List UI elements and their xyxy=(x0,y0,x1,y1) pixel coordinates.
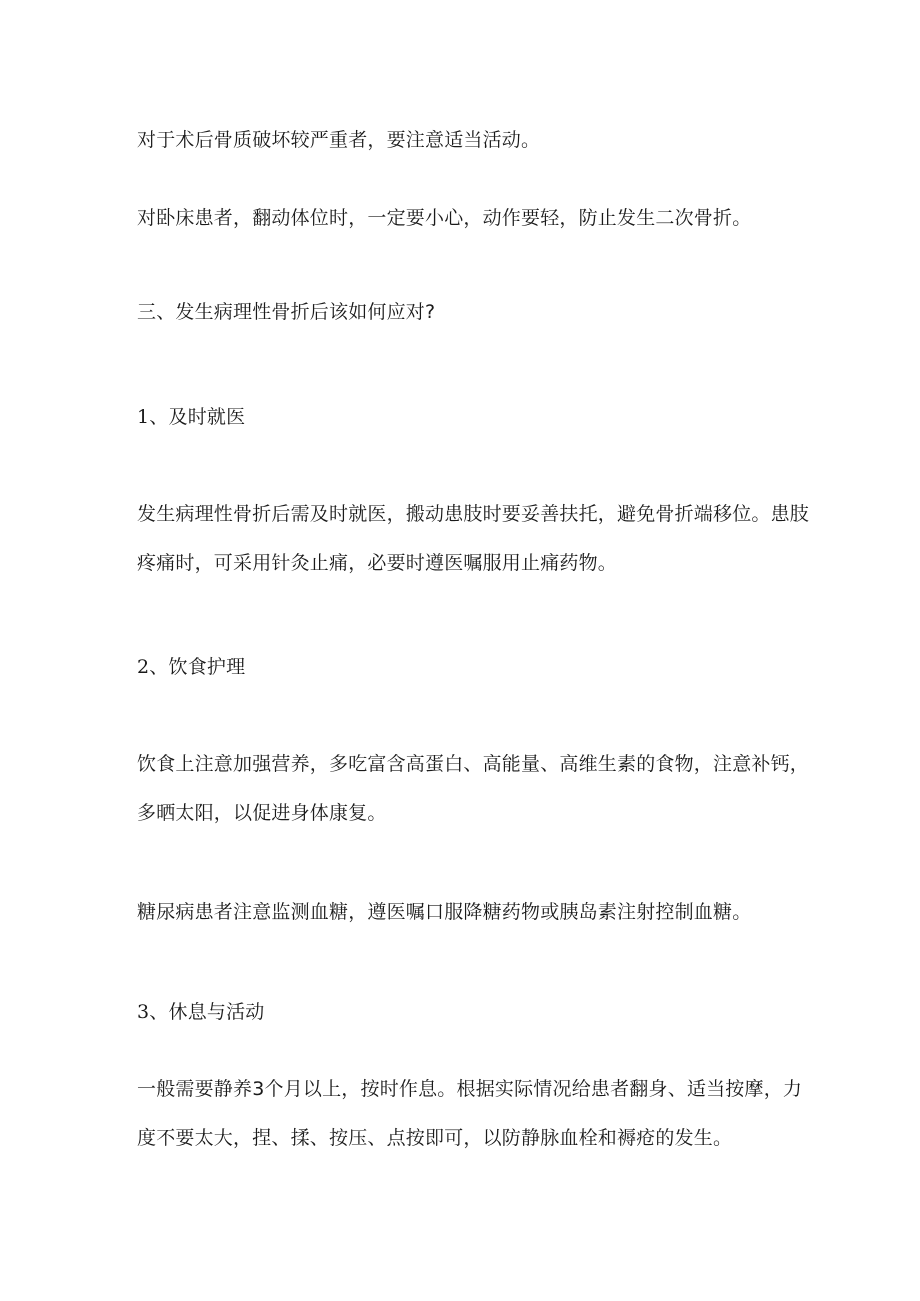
section-heading-three: 三、发生病理性骨折后该如何应对? xyxy=(137,301,436,323)
subheading-diet-care: 2、饮食护理 xyxy=(137,656,246,678)
paragraph-diet-line-2: 多晒太阳，以促进身体康复。 xyxy=(137,802,387,824)
paragraph-rest-line-1: 一般需要静养3个月以上，按时作息。根据实际情况给患者翻身、适当按摩，力 xyxy=(137,1078,803,1100)
paragraph-diet-line-1: 饮食上注意加强营养，多吃富含高蛋白、高能量、高维生素的食物，注意补钙， xyxy=(137,753,810,775)
paragraph-bedridden-care: 对卧床患者，翻动体位时，一定要小心，动作要轻，防止发生二次骨折。 xyxy=(137,207,752,229)
paragraph-diabetes: 糖尿病患者注意监测血糖，遵医嘱口服降糖药物或胰岛素注射控制血糖。 xyxy=(137,901,752,923)
paragraph-rest-line-2: 度不要太大，捏、揉、按压、点按即可，以防静脉血栓和褥疮的发生。 xyxy=(137,1127,733,1149)
paragraph-seek-medical-line-2: 疼痛时，可采用针灸止痛，必要时遵医嘱服用止痛药物。 xyxy=(137,552,618,574)
paragraph-activity-note: 对于术后骨质破坏较严重者，要注意适当活动。 xyxy=(137,129,541,151)
paragraph-seek-medical-line-1: 发生病理性骨折后需及时就医，搬动患肢时要妥善扶托，避免骨折端移位。患肢 xyxy=(137,503,810,525)
subheading-rest-activity: 3、休息与活动 xyxy=(137,1001,265,1023)
subheading-seek-medical: 1、及时就医 xyxy=(137,406,246,428)
